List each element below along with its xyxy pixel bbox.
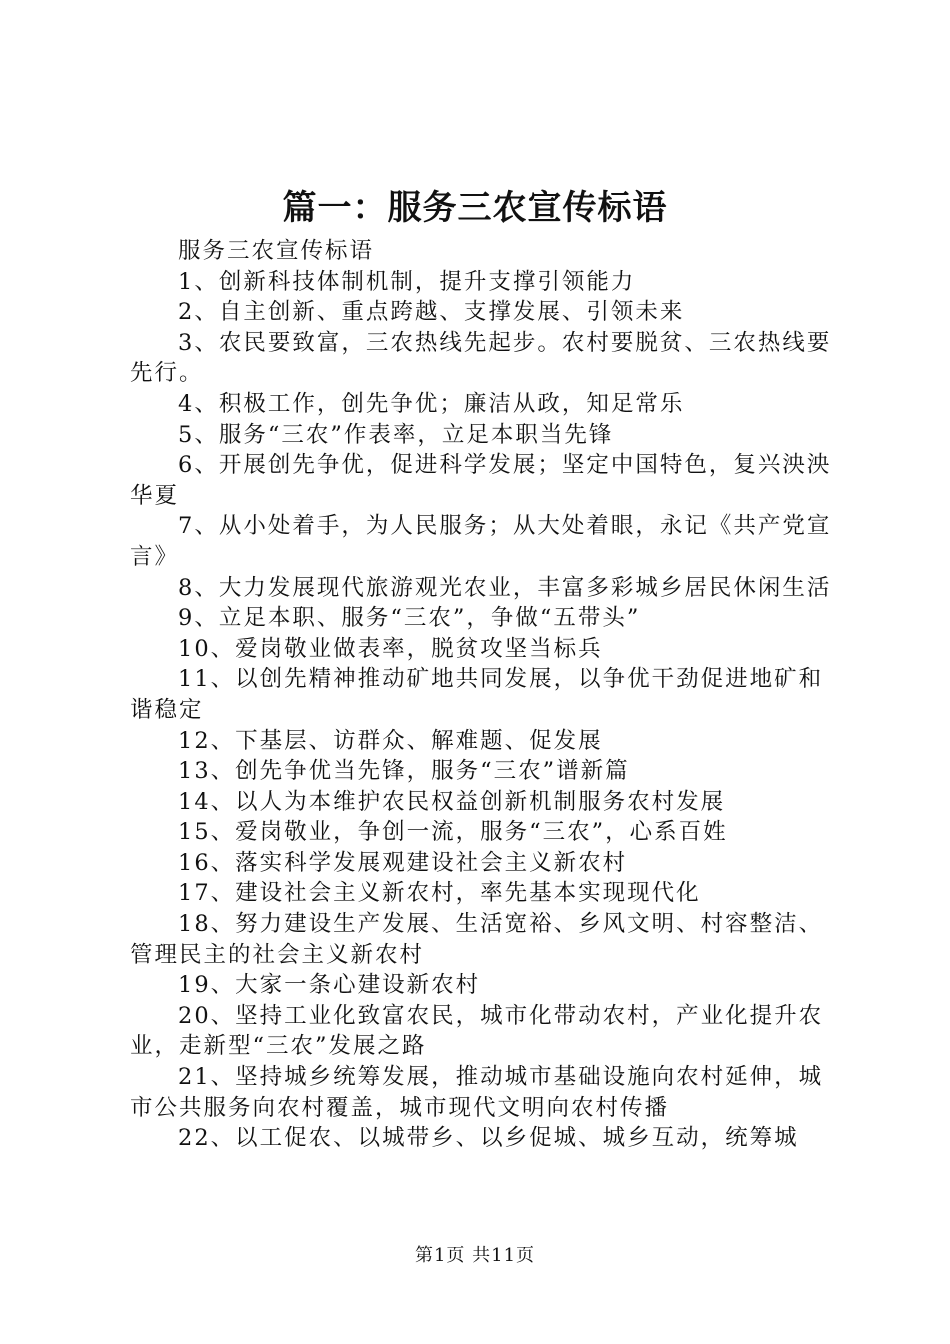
slogan-item: 5、服务“三农”作表率，立足本职当先锋 — [178, 421, 614, 448]
page-number-footer: 第1页 共11页 — [414, 1245, 536, 1266]
slogan-item: 12、下基层、访群众、解难题、促发展 — [178, 727, 603, 754]
slogan-item: 11、以创先精神推动矿地共同发展，以争优干劲促进地矿和谐稳定 — [130, 666, 824, 723]
slogan-item: 9、立足本职、服务“三农”，争做“五带头” — [178, 605, 641, 632]
slogan-item: 6、开展创先争优，促进科学发展；坚定中国特色，复兴泱泱华夏 — [130, 452, 832, 509]
slogan-item: 14、以人为本维护农民权益创新机制服务农村发展 — [178, 788, 726, 815]
slogan-item: 15、爱岗敬业，争创一流，服务“三农”，心系百姓 — [178, 819, 728, 846]
slogan-item: 8、大力发展现代旅游观光农业，丰富多彩城乡居民休闲生活 — [178, 574, 832, 601]
slogan-item: 1、创新科技体制机制，提升支撑引领能力 — [178, 268, 636, 295]
slogan-item: 19、大家一条心建设新农村 — [178, 972, 481, 999]
slogan-item: 17、建设社会主义新农村，率先基本实现现代化 — [178, 880, 701, 907]
slogan-item: 4、积极工作，创先争优；廉洁从政，知足常乐 — [178, 390, 685, 417]
paragraph-heading: 服务三农宣传标语 — [178, 238, 375, 264]
slogan-item: 21、坚持城乡统筹发展，推动城市基础设施向农村延伸，城市公共服务向农村覆盖，城市现代文明向农村传播 — [130, 1064, 824, 1121]
slogan-item: 10、爱岗敬业做表率，脱贫攻坚当标兵 — [178, 635, 603, 662]
slogan-item: 18、努力建设生产发展、生活宽裕、乡风文明、村容整洁、管理民主的社会主义新农村 — [130, 911, 824, 968]
document-body — [130, 236, 842, 1154]
page-title: 篇一：服务三农宣传标语 — [282, 188, 668, 228]
slogan-item: 3、农民要致富，三农热线先起步。农村要脱贫、三农热线要先行。 — [130, 329, 832, 387]
slogan-item: 13、创先争优当先锋，服务“三农”谱新篇 — [178, 758, 630, 785]
slogan-item: 7、从小处着手，为人民服务；从大处着眼，永记《共产党宣言》 — [130, 513, 832, 570]
slogan-item: 20、坚持工业化致富农民，城市化带动农村，产业化提升农业，走新型“三农”发展之路 — [130, 1002, 824, 1060]
slogan-item: 22、以工促农、以城带乡、以乡促城、城乡互动，统筹城 — [178, 1125, 799, 1152]
slogan-item: 16、落实科学发展观建设社会主义新农村 — [178, 849, 628, 876]
slogan-item: 2、自主创新、重点跨越、支撑发展、引领未来 — [178, 299, 685, 326]
